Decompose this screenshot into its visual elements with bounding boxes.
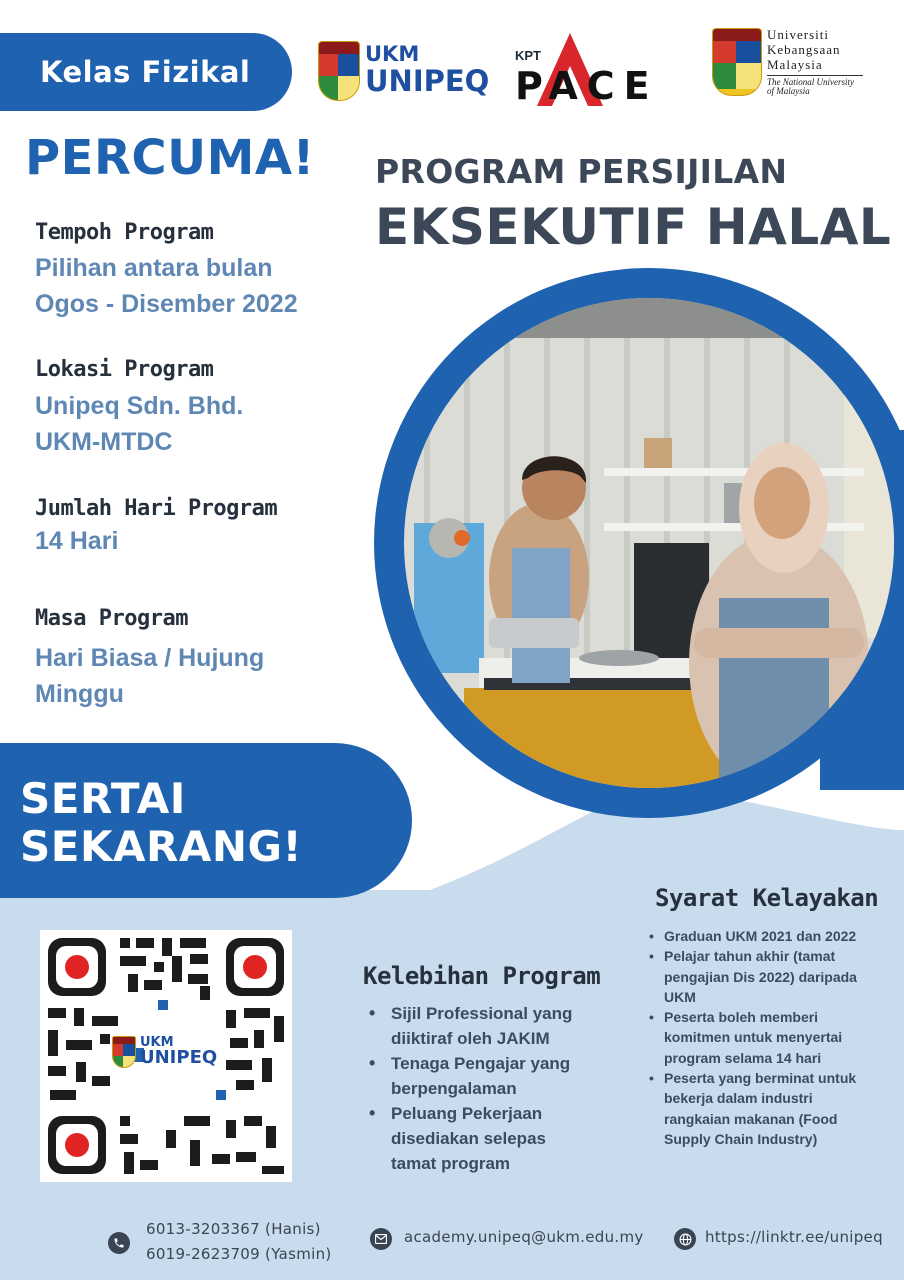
benefit-item bbox=[366, 1101, 601, 1176]
ukm-name-line-2: Kebangsaan bbox=[767, 42, 841, 57]
tempoh-value-line-2: Ogos - Disember 2022 bbox=[35, 290, 298, 318]
benefit-2-line-2: berpengalaman bbox=[391, 1079, 517, 1098]
eligibility-3-line-2: komitmen untuk menyertai bbox=[664, 1029, 843, 1046]
qr-logo-text bbox=[140, 1036, 217, 1067]
website-link[interactable]: https://linktr.ee/unipeq bbox=[705, 1228, 883, 1246]
phone-icon bbox=[108, 1232, 130, 1254]
benefit-1-line-2: diiktiraf oleh JAKIM bbox=[391, 1029, 550, 1048]
pace-prefix: KPT bbox=[515, 48, 541, 63]
globe-icon bbox=[674, 1228, 696, 1250]
eligibility-4-line-1: Peserta yang berminat untuk bbox=[664, 1070, 857, 1087]
kitchen-photo bbox=[404, 298, 894, 788]
ukm-crest-logo bbox=[318, 41, 360, 101]
lokasi-label: Lokasi Program bbox=[35, 357, 214, 382]
benefit-item bbox=[366, 1051, 601, 1101]
benefit-3-line-3: tamat program bbox=[391, 1154, 511, 1173]
eligibility-2-line-3: UKM bbox=[664, 988, 696, 1005]
qr-logo-top: UKM bbox=[140, 1035, 174, 1050]
eligibility-3-line-1: Peserta boleh memberi bbox=[664, 1009, 819, 1026]
benefit-item bbox=[366, 1001, 601, 1051]
qr-logo-bottom: UNIPEQ bbox=[140, 1047, 218, 1068]
lokasi-value-line-1: Unipeq Sdn. Bhd. bbox=[35, 392, 244, 420]
ukm-name-line-1: Universiti bbox=[767, 27, 829, 42]
benefit-3-line-1: Peluang Pekerjaan bbox=[391, 1104, 543, 1123]
program-title-line-1: PROGRAM PERSIJILAN bbox=[375, 152, 788, 191]
benefits-list bbox=[366, 1001, 601, 1176]
eligibility-4-line-4: Supply Chain Industry) bbox=[664, 1130, 818, 1147]
ukm-tagline-1: The National University bbox=[767, 77, 854, 87]
ukm-unipeq-logo-bottom: UNIPEQ bbox=[365, 64, 490, 98]
kelas-fizikal-badge bbox=[0, 33, 292, 111]
percuma-headline: PERCUMA! bbox=[25, 130, 315, 186]
phone-2[interactable]: 6019-2623709 (Yasmin) bbox=[146, 1245, 332, 1263]
eligibility-2-line-2: pengajian Dis 2022) daripada bbox=[664, 968, 857, 985]
jumlah-hari-label: Jumlah Hari Program bbox=[35, 496, 278, 521]
ukm-university-crest bbox=[712, 28, 762, 96]
eligibility-heading: Syarat Kelayakan bbox=[655, 884, 879, 912]
eligibility-item bbox=[647, 1068, 887, 1149]
benefit-3-line-2: disediakan selepas bbox=[391, 1129, 546, 1148]
jumlah-hari-value: 14 Hari bbox=[35, 527, 119, 555]
masa-value-line-1: Hari Biasa / Hujung bbox=[35, 644, 265, 672]
cta-line-1: SERTAI bbox=[20, 774, 186, 823]
email-icon bbox=[370, 1228, 392, 1250]
benefit-2-line-1: Tenaga Pengajar yang bbox=[391, 1054, 571, 1073]
benefits-heading: Kelebihan Program bbox=[363, 962, 601, 990]
ukm-name-line-3: Malaysia bbox=[767, 57, 823, 72]
eligibility-item bbox=[647, 946, 887, 1007]
lokasi-value-line-2: UKM-MTDC bbox=[35, 428, 173, 456]
sertai-sekarang-banner bbox=[0, 743, 412, 898]
eligibility-2-line-1: Pelajar tahun akhir (tamat bbox=[664, 948, 836, 965]
kelas-fizikal-text: Kelas Fizikal bbox=[40, 55, 251, 89]
ukm-university-name bbox=[767, 27, 863, 96]
eligibility-3-line-3: program selama 14 hari bbox=[664, 1049, 822, 1066]
tempoh-value-line-1: Pilihan antara bulan bbox=[35, 254, 273, 282]
pace-word: PACE bbox=[515, 64, 659, 108]
phone-1[interactable]: 6013-3203367 (Hanis) bbox=[146, 1220, 321, 1238]
benefit-1-line-1: Sijil Professional yang bbox=[391, 1004, 573, 1023]
ukm-tagline-2: of Malaysia bbox=[767, 86, 810, 96]
ukm-unipeq-logo-top: UKM bbox=[365, 42, 420, 66]
eligibility-list bbox=[647, 926, 887, 1149]
cta-line-2: SEKARANG! bbox=[20, 822, 303, 871]
eligibility-item bbox=[647, 1007, 887, 1068]
kpt-pace-logo bbox=[515, 30, 685, 108]
qr-code[interactable] bbox=[40, 930, 292, 1182]
masa-label: Masa Program bbox=[35, 606, 188, 631]
program-title-line-2: EKSEKUTIF HALAL bbox=[375, 198, 892, 256]
eligibility-1-line-1: Graduan UKM 2021 dan 2022 bbox=[664, 928, 857, 944]
ukm-unipeq-logo bbox=[365, 44, 489, 96]
tempoh-label: Tempoh Program bbox=[35, 220, 214, 245]
eligibility-4-line-3: rangkaian makanan (Food bbox=[664, 1110, 838, 1127]
eligibility-item bbox=[647, 926, 887, 946]
email-address[interactable]: academy.unipeq@ukm.edu.my bbox=[404, 1228, 644, 1246]
eligibility-4-line-2: bekerja dalam industri bbox=[664, 1090, 813, 1107]
masa-value-line-2: Minggu bbox=[35, 680, 124, 708]
